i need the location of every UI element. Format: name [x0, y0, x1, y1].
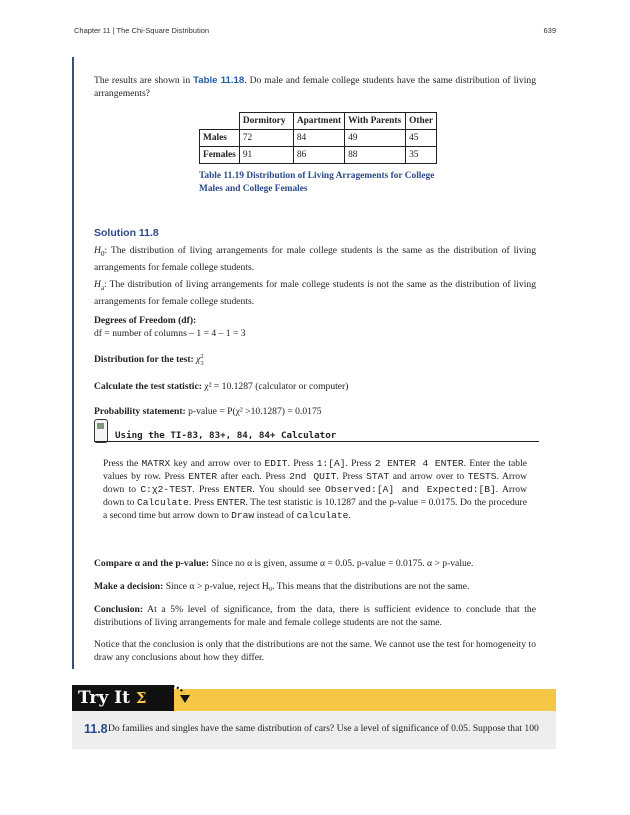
- calculator-key-text: Draw: [231, 510, 255, 521]
- living-arrangements-table: [199, 112, 437, 164]
- instruction-text: Press the: [103, 458, 142, 469]
- table-caption: Table 11.19 Distribution of Living Arragements for College Males and College Females: [199, 171, 435, 194]
- calculator-key-text: calculate: [296, 510, 349, 521]
- calculator-icon: [94, 419, 108, 443]
- calculator-key-text: 1:[A]: [316, 458, 346, 469]
- table-cell: 72: [239, 130, 293, 147]
- sigma-icon: Σ: [135, 689, 147, 707]
- row-header: Females: [200, 147, 240, 164]
- conclusion-paragraph: Conclusion: At a 5% level of significance, from the data, there is sufficient evidence to conclude that the distributions of living arrangements for male and female college students are not the same.: [94, 604, 536, 628]
- instruction-text: . The test statistic is 10.1287 and the p-value = 0.0175. Do the procedure a second time but arrow down to: [103, 497, 527, 521]
- try-it-number: 11.8: [84, 722, 108, 736]
- calculator-key-text: ENTER: [188, 471, 218, 482]
- calculator-key-text: STAT: [366, 471, 390, 482]
- null-hypothesis: $H_0$: The distribution of living arrangements for male college students is the same as the distribution of living arrangements for female college students.: [94, 245, 536, 273]
- compare-alpha-p: Compare α and the p-value: Since no α is given, assume α = 0.05. p-value = 0.0175. α > p-value.: [94, 558, 474, 569]
- instruction-text: . Press: [336, 471, 367, 482]
- instruction-text: . Enter the table values by row. Press: [103, 458, 528, 482]
- instruction-text: . Press: [192, 484, 224, 495]
- page-number: 639: [543, 26, 556, 35]
- calculator-section-title: Using the TI-83, 83+, 84, 84+ Calculator: [115, 430, 337, 441]
- instruction-text: key and arrow over to: [170, 458, 265, 469]
- instruction-text: instead of: [254, 510, 297, 521]
- example-sidebar-rule: [72, 57, 74, 669]
- instruction-text: . Arrow down to: [103, 471, 528, 495]
- note-paragraph: Notice that the conclusion is only that the distributions are not the same. We cannot use the test for homogeneity to draw any conclusions about how they differ.: [94, 639, 536, 663]
- table-cell: 88: [345, 147, 406, 164]
- column-header: Apartment: [293, 113, 344, 130]
- table-cell: 91: [239, 147, 293, 164]
- try-it-label: Try It Σ: [72, 685, 174, 711]
- table-cell: 35: [406, 147, 437, 164]
- instruction-text: after each. Press: [217, 471, 290, 482]
- table-header-row: [200, 113, 437, 130]
- column-header: Other: [406, 113, 437, 130]
- running-header: Chapter 11 | The Chi-Square Distribution: [74, 26, 210, 35]
- column-header: With Parents: [345, 113, 406, 130]
- table-cell: 86: [293, 147, 344, 164]
- instruction-text: . You should see: [252, 484, 325, 495]
- calculator-key-text: C:χ2-TEST: [140, 484, 193, 495]
- table-link[interactable]: Table 11.18: [193, 75, 245, 86]
- calculator-key-text: Calculate: [137, 497, 189, 508]
- table-cell: 45: [406, 130, 437, 147]
- solution-title: Solution 11.8: [94, 227, 159, 239]
- distribution-for-test: Distribution for the test: χ2 3: [94, 353, 204, 367]
- try-it-text: Do families and singles have the same distribution of cars? Use a level of significance of 0.05. Suppose that 100: [108, 723, 539, 734]
- calculator-key-text: EDIT: [264, 458, 288, 469]
- calculator-key-text: Observed:[A] and Expected:[B]: [325, 484, 496, 495]
- probability-statement: Probability statement: p-value = P(χ² >10.1287) = 0.0175: [94, 406, 322, 417]
- calculator-instructions: [103, 457, 527, 522]
- table-cell: 49: [345, 130, 406, 147]
- alternative-hypothesis: $H_a$: The distribution of living arrangements for male college students is not the same as the distribution of living arrangements for female college students.: [94, 279, 536, 307]
- instruction-text: .: [348, 510, 351, 521]
- calculator-divider: [94, 441, 539, 442]
- table-corner: [200, 113, 240, 130]
- table-row: [200, 130, 437, 147]
- table-row: [200, 147, 437, 164]
- instruction-text: . Press: [345, 458, 375, 469]
- calculator-key-text: ENTER: [223, 484, 253, 495]
- calculator-key-text: ENTER: [216, 497, 246, 508]
- table-cell: 84: [293, 130, 344, 147]
- instruction-text: and arrow over to: [389, 471, 468, 482]
- column-header: Dormitory: [239, 113, 293, 130]
- make-decision: Make a decision: Since α > p-value, reject H₀. This means that the distributions are not the same.: [94, 581, 470, 592]
- dotted-arrow-icon: [156, 683, 192, 709]
- test-statistic: Calculate the test statistic: χ² = 10.1287 (calculator or computer): [94, 381, 349, 392]
- degrees-of-freedom: Degrees of Freedom (df): df = number of columns – 1 = 4 – 1 = 3: [94, 315, 246, 339]
- calculator-key-text: 2nd QUIT: [289, 471, 337, 482]
- calculator-key-text: TESTS: [467, 471, 497, 482]
- row-header: Males: [200, 130, 240, 147]
- instruction-text: . Press: [287, 458, 317, 469]
- instruction-text: . Press: [188, 497, 217, 508]
- instruction-text: . Arrow down to: [103, 484, 528, 508]
- intro-paragraph: The results are shown in Table 11.18. Do male and female college students have the same distribution of living arrangements?: [94, 75, 536, 99]
- calculator-key-text: 2 ENTER 4 ENTER: [374, 458, 464, 469]
- calculator-key-text: MATRX: [141, 458, 171, 469]
